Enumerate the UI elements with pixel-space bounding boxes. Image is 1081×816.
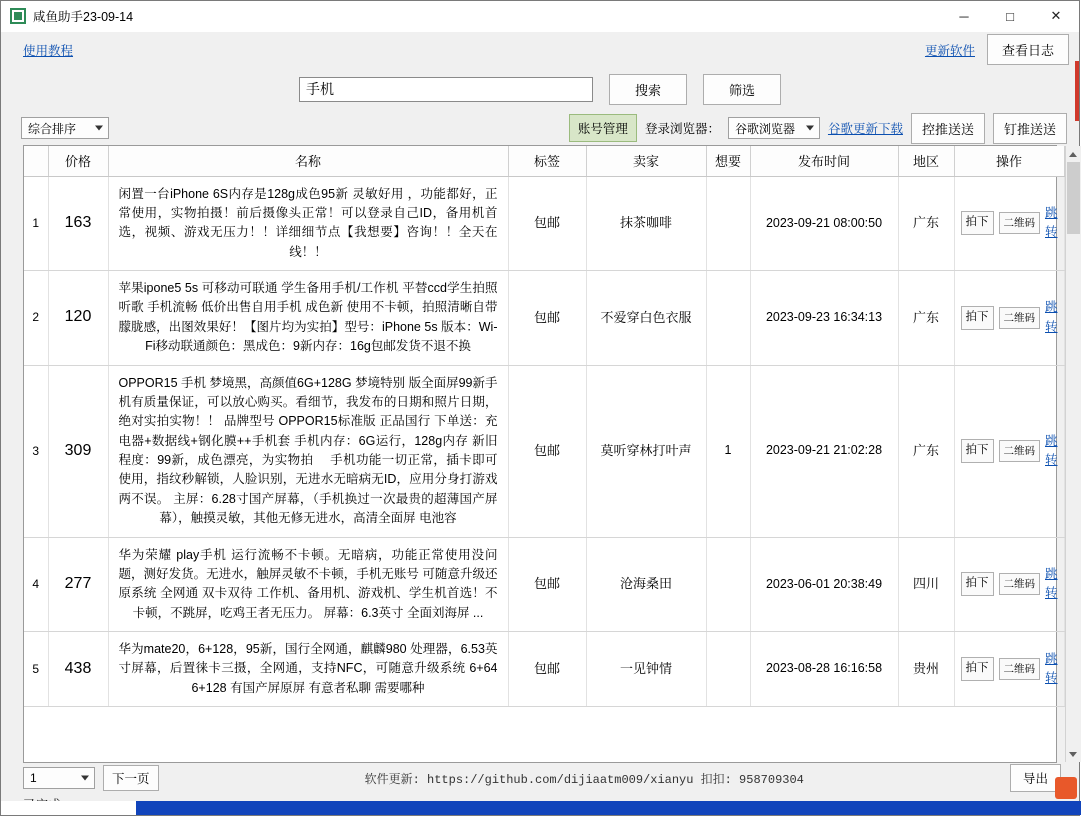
row-price: 120 [48,271,108,366]
jump-link[interactable]: 跳转 [1045,651,1058,686]
scrollbar-thumb[interactable] [1067,162,1080,234]
export-button[interactable]: 导出 [1010,764,1061,792]
right-edge-marker [1075,61,1079,121]
taskbar-highlight [136,801,1081,815]
row-want: 1 [706,365,750,537]
account-manage-button[interactable]: 账号管理 [569,114,637,142]
table-body [24,176,1064,707]
qrcode-button[interactable]: 二维码 [999,658,1041,680]
col-tag: 标签 [508,146,586,176]
search-button[interactable]: 搜索 [609,74,687,105]
buy-button[interactable]: 拍下 [961,306,994,330]
results-table-container [23,145,1057,763]
row-time: 2023-06-01 20:38:49 [750,537,898,632]
row-region: 广东 [898,176,954,271]
title-bar [1,1,1079,32]
col-name: 名称 [108,146,508,176]
row-want [706,271,750,366]
qrcode-button[interactable]: 二维码 [999,212,1041,234]
row-operations [954,271,1064,366]
row-tag: 包邮 [508,271,586,366]
row-index: 2 [24,271,48,366]
row-seller: 莫听穿林打叶声 [586,365,706,537]
qrcode-button[interactable]: 二维码 [999,573,1041,595]
row-tag: 包邮 [508,365,586,537]
results-table [24,146,1065,707]
qrcode-button[interactable]: 二维码 [999,307,1041,329]
row-seller: 抹茶咖啡 [586,176,706,271]
row-price: 309 [48,365,108,537]
buy-button[interactable]: 拍下 [961,657,994,681]
window-controls [941,1,1079,32]
row-name: OPPOR15 手机 梦境黑，高颜值6G+128G 梦境特别 版全面屏99新手机有质量保证，可以放心购买。看细节，我发布的日期和照片日期，绝对实拍实物！！ 品牌型号 OPPOR15标准版 正品国行 下单送：充电器+数据线+钢化膜++手机套 手机内存：6G运行，128g内存 新旧程度：99新，成色漂亮，为实物拍 手机功能一切正常，插卡即可使用，指纹秒解锁，人脸识别，无进水无暗病无ID，应用分身打游戏两不误。 主屏：6.28寸国产屏幕，（手机换过一次最贵的超薄国产屏幕），触摸灵敏，其他无修无进水，高清全面屏 电池容 [108,365,508,537]
col-operation: 操作 [954,146,1064,176]
update-software-link[interactable]: 更新软件 [924,43,975,58]
row-time: 2023-09-21 21:02:28 [750,365,898,537]
scrollbar-track[interactable] [1066,162,1081,746]
row-price: 438 [48,632,108,707]
row-time: 2023-09-21 08:00:50 [750,176,898,271]
row-name: 闲置一台iPhone 6S内存是128g成色95新 灵敏好用 ，功能都好，正常使用，实物拍摄！前后摄像头正常！可以登录自己ID，备用机首选，视频、游戏无压力！！详细细节点【我想要】咨询！！全天在线！！ [108,176,508,271]
row-price: 163 [48,176,108,271]
filter-bar [1,111,1079,145]
table-row[interactable] [24,537,1064,632]
col-want: 想要 [706,146,750,176]
app-icon [10,8,26,24]
update-info-text: 软件更新: https://github.com/dijiaatm009/xianyu 扣扣: 958709304 [364,772,804,787]
maximize-button[interactable]: □ [1006,8,1014,24]
row-price: 277 [48,537,108,632]
next-page-button[interactable]: 下一页 [103,765,159,791]
bottom-bar [1,763,1079,793]
table-header-row [24,146,1064,176]
top-toolbar [1,32,1079,67]
row-want [706,537,750,632]
filter-button[interactable]: 筛选 [703,74,781,105]
row-time: 2023-09-23 16:34:13 [750,271,898,366]
search-bar [1,67,1079,111]
row-operations [954,632,1064,707]
row-seller: 沧海桑田 [586,537,706,632]
jump-link[interactable]: 跳转 [1045,300,1058,334]
close-button[interactable]: ✕ [1050,8,1062,23]
row-region: 广东 [898,365,954,537]
row-tag: 包邮 [508,632,586,707]
col-seller: 卖家 [586,146,706,176]
row-region: 贵州 [898,632,954,707]
qrcode-button[interactable]: 二维码 [999,440,1041,462]
row-name: 苹果ipone5 5s 可移动可联通 学生备用手机/工作机 平替ccd学生拍照听歌 手机流畅 低价出售自用手机 成色新 使用不卡顿，拍照清晰自带朦胧感，出图效果好！【图片均为实拍】型号：iPhone 5s 版本：Wi-Fi移动联通颜色：黑成色：9新内存：16g包邮发货不退不换 [108,271,508,366]
push-ding-button[interactable]: 钉推送送 [993,113,1067,144]
table-row[interactable] [24,365,1064,537]
tray-badge-icon [1055,777,1077,799]
scroll-down-arrow-icon[interactable] [1066,746,1081,762]
buy-button[interactable]: 拍下 [961,572,994,596]
chevron-down-icon [81,776,89,781]
jump-link[interactable]: 跳转 [1045,566,1058,601]
row-time: 2023-08-28 16:16:58 [750,632,898,707]
jump-link[interactable]: 跳转 [1045,433,1058,467]
row-region: 广东 [898,271,954,366]
row-index: 5 [24,632,48,707]
row-index: 1 [24,176,48,271]
push-control-button[interactable]: 控推送送 [911,113,985,144]
vertical-scrollbar[interactable] [1065,146,1081,762]
scroll-up-arrow-icon[interactable] [1066,146,1081,162]
col-price: 价格 [48,146,108,176]
browser-select[interactable] [728,117,820,139]
row-region: 四川 [898,537,954,632]
row-tag: 包邮 [508,176,586,271]
browser-select-value: 谷歌浏览器 [734,121,795,136]
row-seller: 不爱穿白色衣服 [586,271,706,366]
row-operations [954,365,1064,537]
jump-link[interactable]: 跳转 [1045,205,1058,240]
row-name: 华为荣耀 play手机 运行流畅不卡顿。无暗病，功能正常使用没问题，测好发货。无进水，触屏灵敏不卡顿，手机无账号 可随意升级还原系统 全网通 双卡双待 工作机、备用机、游戏机、学生机首选！不卡顿，不跳屏，吃鸡王者无压力。 屏幕：6.3英寸 全面刘海屏 ... [108,537,508,632]
table-row[interactable] [24,271,1064,366]
window-title: 咸鱼助手23-09-14 [33,10,134,24]
row-tag: 包邮 [508,537,586,632]
row-want [706,632,750,707]
table-row[interactable] [24,632,1064,707]
col-index [24,146,48,176]
row-seller: 一见钟情 [586,632,706,707]
col-region: 地区 [898,146,954,176]
tutorial-link[interactable]: 使用教程 [23,43,74,58]
page-select[interactable] [23,767,95,789]
chrome-download-link[interactable]: 谷歌更新下载 [827,122,903,136]
col-time: 发布时间 [750,146,898,176]
row-want [706,176,750,271]
sort-select[interactable] [21,117,109,139]
view-log-button[interactable]: 查看日志 [987,34,1069,65]
page-select-value: 1 [30,771,37,785]
buy-button[interactable]: 拍下 [961,439,994,463]
results-table-scroll [24,146,1065,762]
search-input[interactable] [299,77,593,102]
sort-select-value: 综合排序 [28,121,77,136]
chevron-down-icon [95,126,103,131]
browser-label: 登录浏览器： [644,122,720,136]
minimize-button[interactable]: ─ [959,8,969,24]
row-operations [954,176,1064,271]
row-operations [954,537,1064,632]
row-name: 华为mate20，6+128，95新，国行全网通，麒麟980 处理器，6.53英寸屏幕，后置徕卡三摄，全网通，支持NFC，可随意升级系统 6+64 6+128 有国产屏原屏 有意者私聊 需要哪种 [108,632,508,707]
table-row[interactable] [24,176,1064,271]
row-index: 3 [24,365,48,537]
chevron-down-icon [806,126,814,131]
row-index: 4 [24,537,48,632]
buy-button[interactable]: 拍下 [961,211,994,235]
